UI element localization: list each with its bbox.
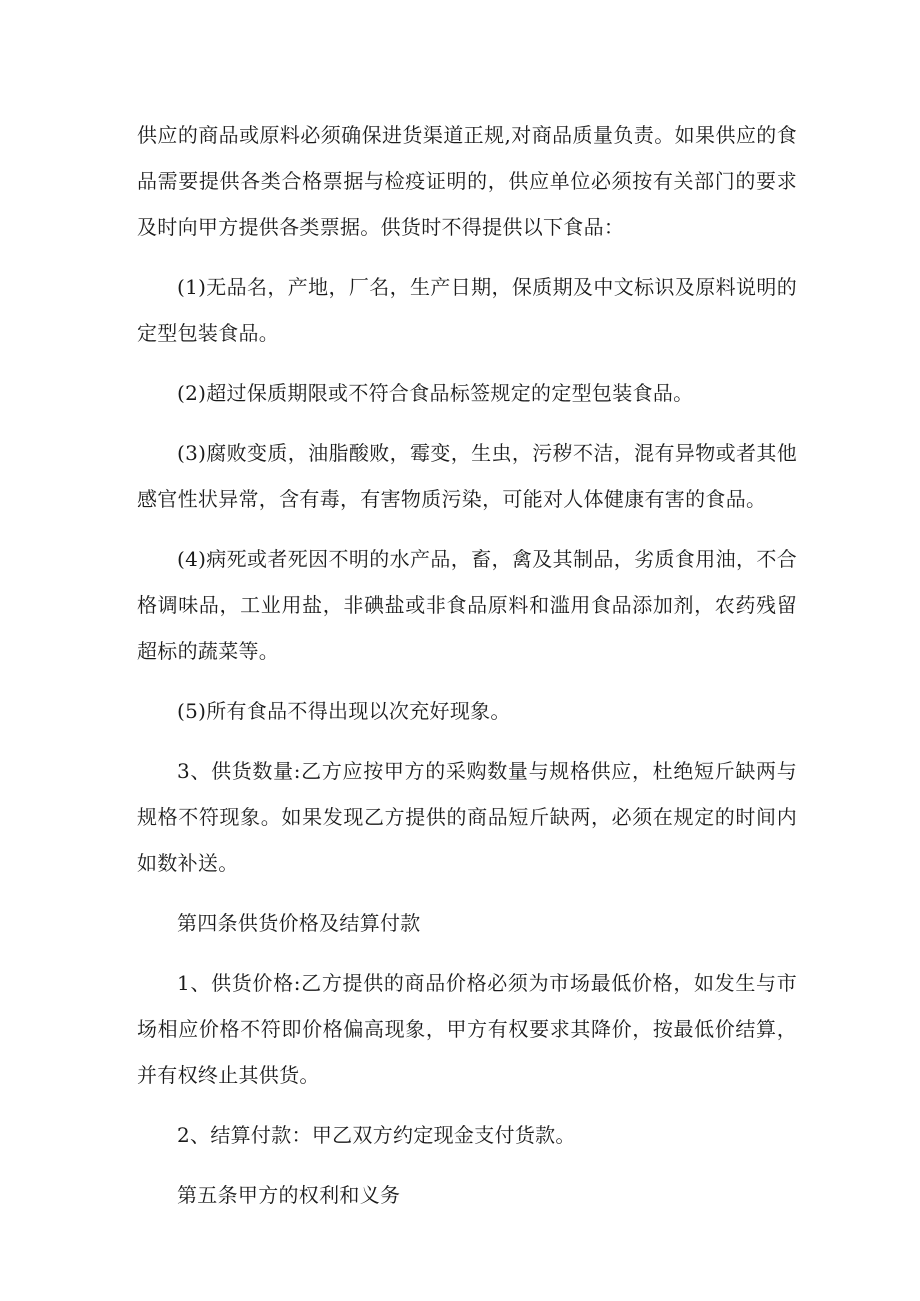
paragraph-supply-quantity: 3、供货数量:乙方应按甲方的采购数量与规格供应，杜绝短斤缺两与规格不符现象。如果发现乙方提供的商品短斤缺两，必须在规定的时间内如数补送。 — [137, 759, 797, 875]
paragraph-settlement-payment: 2、结算付款：甲乙双方约定现金支付货款。 — [177, 1123, 576, 1147]
section-heading-article-5: 第五条甲方的权利和义务 — [177, 1183, 401, 1207]
paragraph-supply-requirements: 供应的商品或原料必须确保进货渠道正规,对商品质量负责。如果供应的食品需要提供各类合格票据与检疫证明的，供应单位必须按有关部门的要求及时向甲方提供各类票据。供货时不得提供以下食品： — [137, 123, 797, 239]
paragraph-item-3: (3)腐败变质，油脂酸败，霉变，生虫，污秽不洁，混有异物或者其他感官性状异常，含有毒，有害物质污染，可能对人体健康有害的食品。 — [137, 441, 797, 511]
paragraph-item-2: (2)超过保质期限或不符合食品标签规定的定型包装食品。 — [177, 381, 694, 405]
paragraph-item-5: (5)所有食品不得出现以次充好现象。 — [177, 699, 511, 723]
paragraph-item-1: (1)无品名，产地，厂名，生产日期，保质期及中文标识及原料说明的定型包装食品。 — [137, 275, 797, 345]
section-heading-article-4: 第四条供货价格及结算付款 — [177, 911, 421, 935]
document-body — [137, 112, 797, 1232]
paragraph-item-4: (4)病死或者死因不明的水产品，畜，禽及其制品，劣质食用油，不合格调味品，工业用盐，非碘盐或非食品原料和滥用食品添加剂，农药残留超标的蔬菜等。 — [137, 547, 797, 663]
paragraph-supply-price: 1、供货价格:乙方提供的商品价格必须为市场最低价格，如发生与市场相应价格不符即价格偏高现象，甲方有权要求其降价，按最低价结算，并有权终止其供货。 — [137, 971, 797, 1087]
